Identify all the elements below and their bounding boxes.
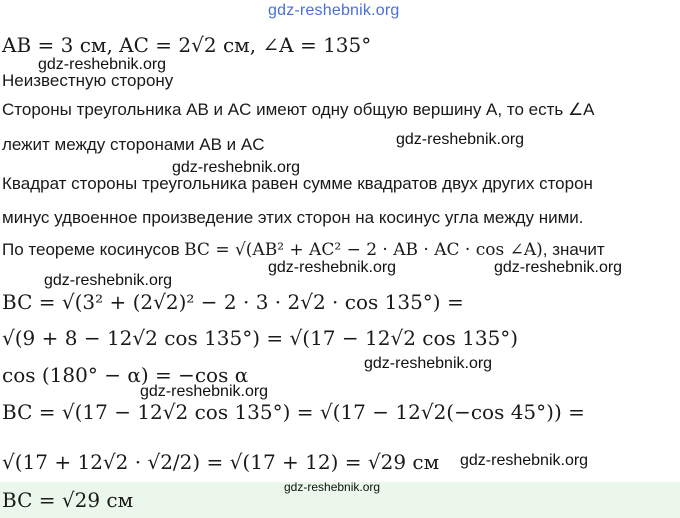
step-4: √(17 + 12√2 · √2/2) = √(17 + 12) = √29 см	[2, 450, 440, 474]
watermark: gdz-reshebnik.org	[44, 272, 173, 289]
theorem-formula: BC = √(AB² + AC² − 2 · AB · AC · cos ∠A)	[184, 240, 543, 260]
reduction-formula: cos (180° − α) = −cos α	[2, 363, 249, 387]
watermark: gdz-reshebnik.org	[38, 56, 167, 73]
watermark-small: gdz-reshebnik.org	[284, 480, 381, 494]
watermark: gdz-reshebnik.org	[460, 452, 589, 469]
explanation-line-2: лежит между сторонами AB и AC	[2, 135, 265, 154]
explanation-line-1: Стороны треугольника AB и AC имеют одну общую вершину A, то есть ∠A	[2, 100, 595, 119]
watermark-top: gdz-reshebnik.org	[268, 2, 400, 19]
find-heading: Неизвестную сторону	[2, 71, 174, 90]
watermark: gdz-reshebnik.org	[396, 131, 525, 148]
theorem-line	[2, 240, 605, 260]
rule-line-2: минус удвоенное произведение этих сторон на косинус угла между ними.	[2, 208, 584, 227]
watermark: gdz-reshebnik.org	[268, 259, 397, 276]
theorem-suffix: , значит	[542, 240, 605, 259]
watermark: gdz-reshebnik.org	[494, 259, 623, 276]
theorem-prefix: По теореме косинусов	[2, 240, 180, 259]
step-2: √(9 + 8 − 12√2 cos 135°) = √(17 − 12√2 cos 135°)	[2, 326, 519, 350]
given-formula: AB = 3 см, AC = 2√2 см, ∠A = 135°	[2, 33, 372, 57]
watermark: gdz-reshebnik.org	[172, 159, 301, 176]
answer: BC = √29 см	[2, 488, 134, 512]
step-3: BC = √(17 − 12√2 cos 135°) = √(17 − 12√2(−cos 45°)) =	[2, 400, 585, 424]
rule-line-1: Квадрат стороны треугольника равен сумме квадратов двух других сторон	[2, 174, 593, 193]
step-1: BC = √(3² + (2√2)² − 2 · 3 · 2√2 · cos 135°) =	[2, 290, 464, 314]
watermark: gdz-reshebnik.org	[140, 383, 269, 400]
watermark: gdz-reshebnik.org	[364, 355, 493, 372]
